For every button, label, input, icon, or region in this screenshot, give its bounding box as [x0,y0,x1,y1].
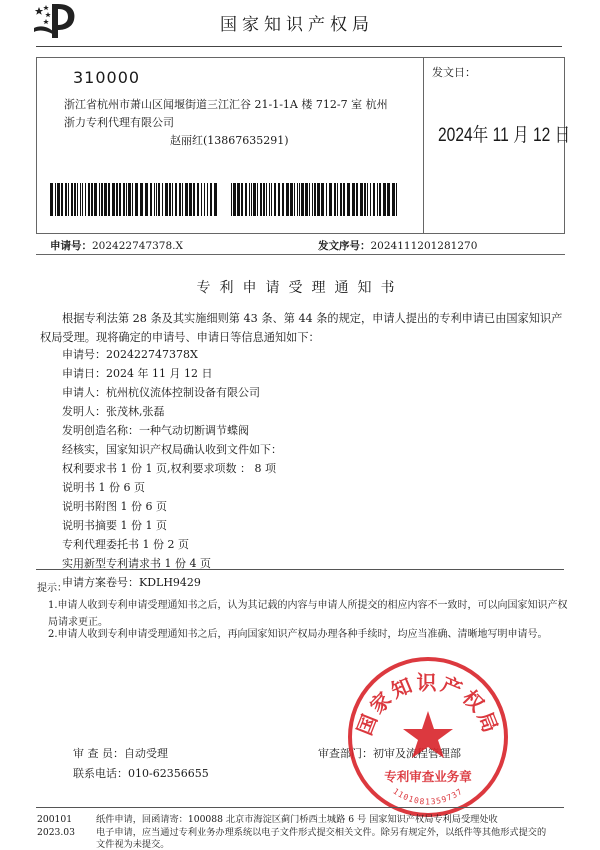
footer-form-code: 200101 [37,814,73,825]
document-title: 专利申请受理通知书 [196,280,404,296]
stamp-inner-text: 专利审查业务章 [384,769,472,784]
footer-electronic-submission: 电子申请，应当通过专利业务办理系统以电子文件形式提交相关文件。除另有规定外，以纸件等其他形式提交的 [96,827,547,838]
send-date-label: 发文日： [432,66,476,79]
detail-line: 经核实，国家知识产权局确认收到文件如下： [62,443,282,456]
address-line-3: 赵丽红(13867635291) [170,134,289,147]
tips-divider [36,569,564,570]
detail-line: 权利要求书 1 份 1 页,权利要求项数 ： 8 项 [62,462,276,475]
tip-2: 2.申请人收到专利申请受理通知书之后，再向国家知识产权局办理各种手续时，均应当准确、清晰地写明申请号。 [48,629,548,640]
stamp-ring-text: 国家知识产权局 [352,670,504,739]
office-name: 国家知识产权局 [220,15,374,35]
footer-divider [36,807,564,808]
application-number: 202422747378.X [92,240,183,252]
detail-line: 申请人：杭州杭仪流体控制设备有限公司 [62,386,260,399]
tip-1: 1.申请人收到专利申请受理通知书之后，认为其记载的内容与申请人所提交的相应内容不一致时，可以向国家知识产权局请求更正。 [48,600,568,628]
detail-line: 说明书 1 份 6 页 [62,481,145,494]
detail-line: 专利代理委托书 1 份 2 页 [62,538,189,551]
official-seal-stamp [346,655,510,819]
application-number-label: 申请号： [50,240,92,252]
notice-paragraph-text: 根据专利法第 28 条及其实施细则第 43 条、第 44 条的规定，申请人提出的专利申请已由国家知识产权局受理。现将确定的申请号、申请日等信息通知如下： [40,312,563,344]
header-divider [36,46,562,47]
address-line-2: 浙力专利代理有限公司 [64,116,174,129]
address-line-1: 浙江省杭州市萧山区闻堰街道三江汇谷 21-1-1A 楼 712-7 室 杭州 [64,98,388,111]
doc-serial-field [318,238,477,253]
footer-note: 文件视为未提交。 [96,839,170,850]
tips-label: 提示： [37,583,67,594]
application-number-field [50,238,183,253]
barcode-right [231,183,398,216]
postcode: 310000 [73,68,141,87]
review-department: 审查部门：初审及流程管理部 [318,747,461,760]
detail-line: 说明书摘要 1 份 1 页 [62,519,167,532]
stamp-serial: 1101081359737 [391,786,465,807]
contact-phone: 联系电话：010-62356655 [73,767,209,780]
meta-row [36,234,565,255]
detail-line: 实用新型专利请求书 1 份 4 页 [62,557,211,570]
cnipa-logo-icon [30,2,78,40]
detail-line: 发明创造名称：一种气动切断调节蝶阀 [62,424,249,437]
svg-text:1101081359737 [391,787,464,807]
notice-paragraph [40,310,570,347]
send-date: 2024年 11 月 12 日 [438,125,571,146]
detail-line: 申请日：2024 年 11 月 12 日 [62,367,213,380]
barcode-left [50,183,218,216]
stamp-star-icon [403,711,453,758]
detail-line: 发明人：张茂林,张磊 [62,405,165,418]
detail-line: 说明书附图 1 份 6 页 [62,500,167,513]
footer-paper-submission: 纸件申请，回函请寄：100088 北京市海淀区蓟门桥西土城路 6 号 国家知识产权局专利局受理处收 [96,814,498,825]
doc-serial-label: 发文序号： [318,240,371,252]
detail-line: 申请方案卷号：KDLH9429 [62,576,201,589]
detail-line: 申请号：202422747378X [62,348,198,361]
doc-serial-number: 2024111201281270 [370,240,478,252]
footer-form-date: 2023.03 [37,827,75,838]
examiner: 审 查 员：自动受理 [73,747,168,760]
